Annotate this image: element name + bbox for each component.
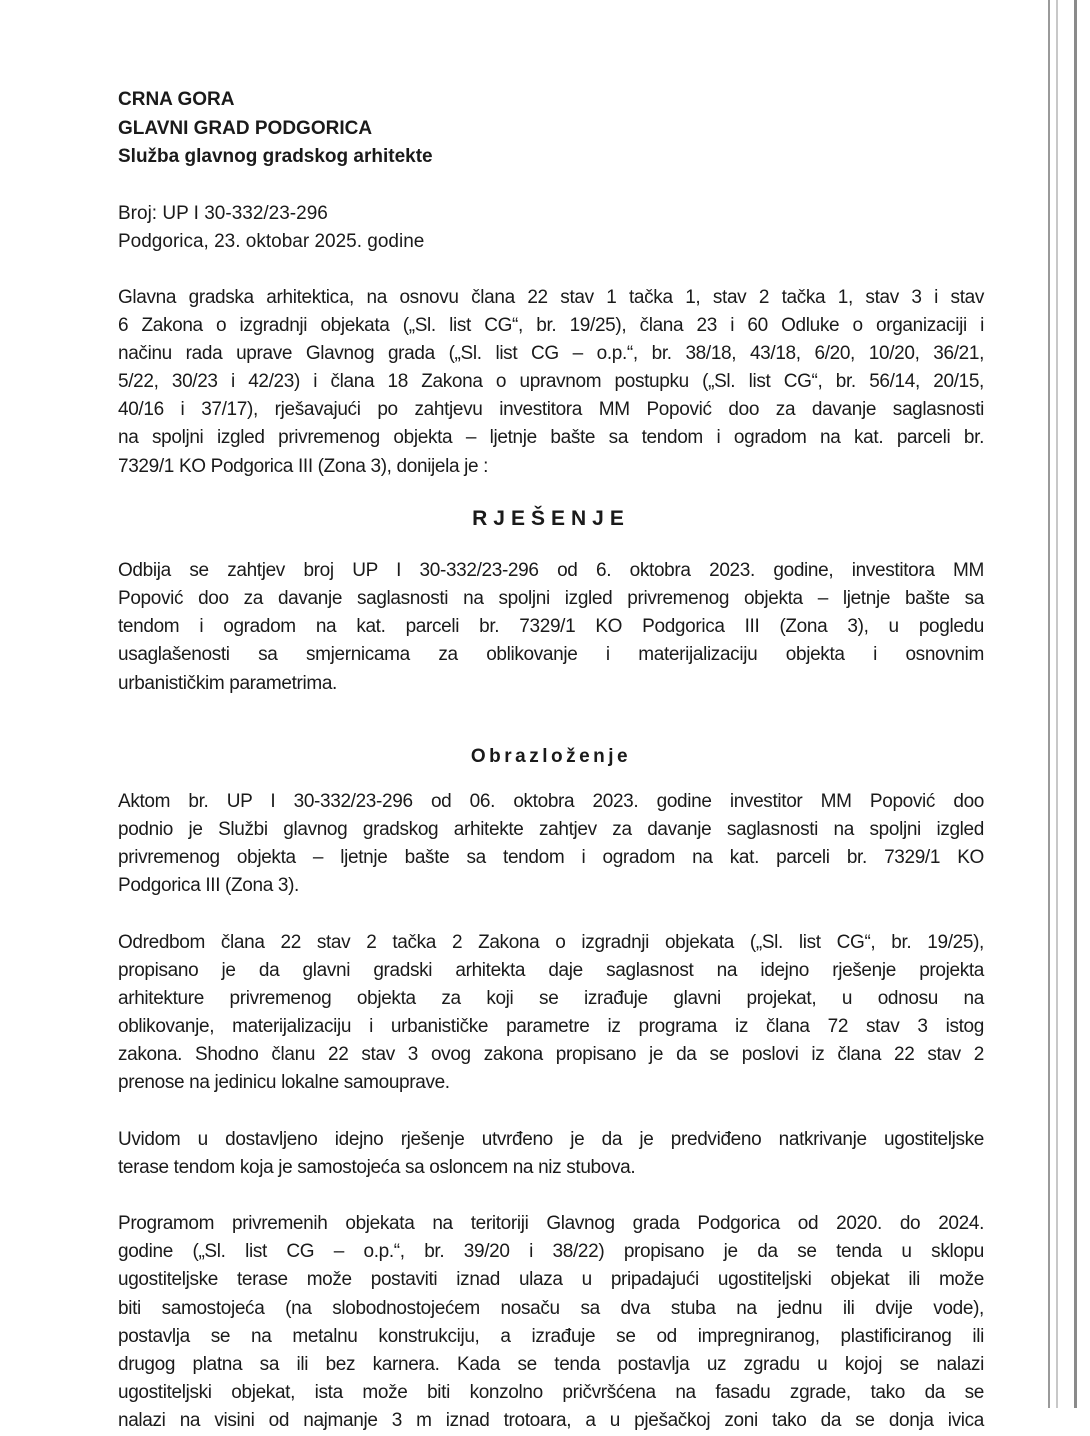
reasoning-paragraph: [118, 1210, 984, 1436]
text-line: 6 Zakona o izgradnji objekata („Sl. list CG“, br. 19/25), člana 23 i 60 Odluke o organizaciji i: [118, 314, 984, 336]
text-line: Odbija se zahtjev broj UP I 30-332/23-296 od 6. oktobra 2023. godine, investitora MM: [118, 559, 984, 581]
reasoning-paragraph: [118, 1126, 984, 1182]
text-line: Aktom br. UP I 30-332/23-296 od 06. oktobra 2023. godine investitor MM Popović doo: [118, 790, 984, 812]
decision-title: RJEŠENJE: [472, 506, 630, 530]
document-number: Broj: UP I 30-332/23-296: [118, 202, 328, 224]
text-line: oblikovanje, materijalizaciju i urbanističke parametre iz programa iz člana 72 stav 3 istog: [118, 1016, 984, 1038]
text-line: drugog platna sa ili bez karnera. Kada se tenda postavlja uz zgradu u kojoj se nalazi: [118, 1353, 984, 1375]
text-line: na spoljni izgled privremenog objekta – ljetnje bašte sa tendom i ogradom na kat. parceli br.: [118, 427, 984, 449]
text-line: propisano je da glavni gradski arhitekta daje saglasnost na idejno rješenje projekta: [118, 959, 984, 981]
text-line: tendom i ogradom na kat. parceli br. 7329/1 KO Podgorica III (Zona 3), u pogledu: [118, 616, 984, 638]
text-line: ugostiteljski objekat, ista može biti konzolno pričvršćena na fasadu zgrade, tako da se: [118, 1382, 984, 1404]
reasoning-paragraph: [118, 929, 984, 1098]
scan-edge-line: [1074, 0, 1077, 1408]
text-line: Glavna gradska arhitektica, na osnovu člana 22 stav 1 tačka 1, stav 2 tačka 1, stav 3 i stav: [118, 286, 984, 308]
text-line: urbanističkim parametrima.: [118, 672, 337, 694]
text-line: arhitekture privremenog objekta za koji se izrađuje glavni projekat, u odnosu na: [118, 987, 984, 1009]
text-line: Podgorica III (Zona 3).: [118, 875, 299, 897]
intro-paragraph: [118, 284, 984, 481]
place-and-date: Podgorica, 23. oktobar 2025. godine: [118, 230, 425, 252]
reasoning-title: Obrazloženje: [470, 745, 632, 767]
text-line: terase tendom koja je samostojeća sa osloncem na niz stubova.: [118, 1156, 636, 1178]
text-line: prenose na jedinicu lokalne samouprave.: [118, 1072, 450, 1094]
text-line: Popović doo za davanje saglasnosti na spoljni izgled privremenog objekta – ljetnje bašte sa: [118, 588, 984, 609]
text-line: usaglašenosti sa smjernicama za oblikovanje i materijalizaciju objekta i osnovnim: [118, 644, 984, 666]
text-line: 40/16 i 37/17), rješavajući po zahtjevu investitora MM Popović doo za davanje saglasnosti: [118, 399, 984, 421]
text-line: nalazi na visini od najmanje 3 m iznad trotoara, a u pješačkoj zoni tako da se donja ivica: [118, 1410, 984, 1432]
text-line: godine („Sl. list CG – o.p.“, br. 39/20 i 38/22) propisano je da se tenda u sklopu: [118, 1241, 984, 1263]
document-meta: [118, 200, 984, 256]
text-line: Odredbom člana 22 stav 2 tačka 2 Zakona o izgradnji objekata („Sl. list CG“, br. 19/25),: [118, 931, 984, 953]
text-line: 7329/1 KO Podgorica III (Zona 3), donijela je :: [118, 455, 489, 477]
office-name: Služba glavnog gradskog arhitekte: [118, 146, 433, 167]
text-line: postavlja se na metalnu konstrukciju, a izrađuje se od impregniranog, plastificiranog ili: [118, 1325, 984, 1347]
text-line: 5/22, 30/23 i 42/23) i člana 18 Zakona o upravnom postupku („Sl. list CG“, br. 56/14, 20/15,: [118, 371, 984, 393]
text-line: biti samostojeća (na slobodnostojećem nosaču sa dva stuba na jednu ili dvije vode),: [118, 1297, 984, 1319]
reasoning-section: [118, 788, 984, 1436]
text-line: podnio je Službi glavnog gradskog arhitekte zahtjev za davanje saglasnosti na spoljni izgled: [118, 818, 984, 840]
text-line: načinu rada uprave Glavnog grada („Sl. list CG – o.p.“, br. 38/18, 43/18, 6/20, 10/20, 36/21,: [118, 342, 984, 364]
document-page: [118, 86, 984, 1436]
text-line: Programom privremenih objekata na teritoriji Glavnog grada Podgorica od 2020. do 2024.: [118, 1213, 984, 1234]
scan-edge-line: [1048, 0, 1050, 1408]
text-line: privremenog objekta – ljetnje bašte sa tendom i ogradom na kat. parceli br. 7329/1 KO: [118, 847, 984, 869]
decision-paragraph: [118, 557, 984, 698]
text-line: Uvidom u dostavljeno idejno rješenje utvrđeno je da je predviđeno natkrivanje ugostiteljske: [118, 1128, 984, 1150]
country-name: CRNA GORA: [118, 89, 235, 110]
city-name: GLAVNI GRAD PODGORICA: [118, 117, 373, 139]
reasoning-paragraph: [118, 788, 984, 901]
letterhead: [118, 86, 984, 172]
text-line: ugostiteljske terase može postaviti iznad ulaza u pripadajući ugostiteljski objekat ili može: [118, 1269, 984, 1291]
scan-edge-line: [1056, 0, 1058, 1408]
text-line: zakona. Shodno članu 22 stav 3 ovog zakona propisano je da se poslovi iz člana 22 stav 2: [118, 1044, 984, 1066]
